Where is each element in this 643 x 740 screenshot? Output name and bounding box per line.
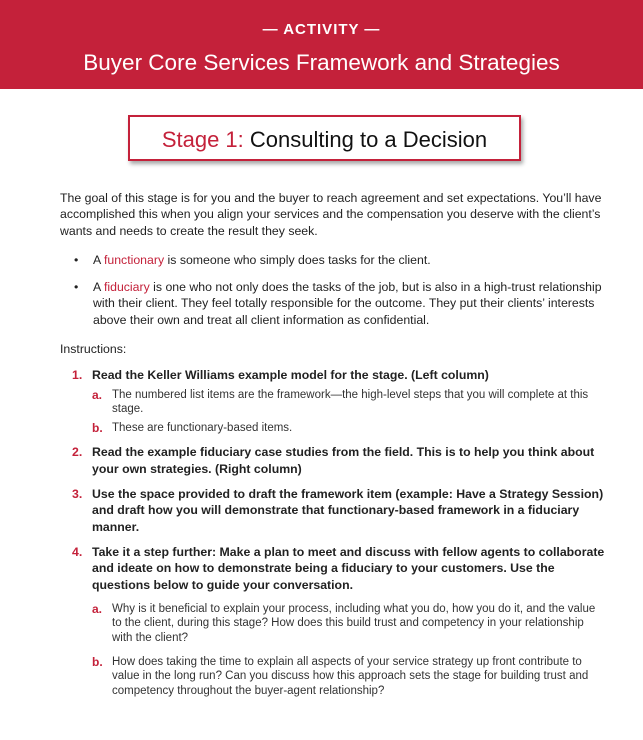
bullet-icon: • xyxy=(74,280,79,295)
substep-text: The numbered list items are the framework—the high-level steps that you will complete at this stage. xyxy=(112,388,589,416)
step-number: 4. xyxy=(72,544,83,559)
substep-item xyxy=(92,602,605,646)
step-number: 3. xyxy=(72,487,83,502)
activity-banner xyxy=(0,0,643,89)
step-number: 2. xyxy=(72,445,83,460)
definition-list xyxy=(60,252,605,328)
step-text: Read the example fiduciary case studies from the field. This is to help you think about your own strategies. (Right column) xyxy=(92,445,595,476)
definition-item-functionary: • A functionary is someone who simply does tasks for the client. xyxy=(74,252,431,267)
stage-name: Consulting to a Decision xyxy=(249,127,488,152)
stage-heading xyxy=(130,127,519,153)
step-item-2 xyxy=(60,444,605,477)
activity-kicker: — ACTIVITY — xyxy=(262,21,381,38)
step-text: Use the space provided to draft the framework item (example: Have a Strategy Session) and draft how you will demonstrate that functionary-based framework in a fiduciary manner. xyxy=(92,487,604,534)
stage-heading-box xyxy=(128,115,521,161)
step-number: 1. xyxy=(72,368,83,383)
stage-number: Stage 1: xyxy=(161,127,244,152)
substep-list xyxy=(92,602,605,699)
step-item-4 xyxy=(60,544,605,698)
definition-item-fiduciary: • A fiduciary is one who not only does the tasks of the job, but is also in a high-trust relationship with their client. They feel totally responsible for the outcome. They put their clients’ interests above their own and treat all client information as confidential. xyxy=(74,280,602,327)
substep-list xyxy=(92,388,605,436)
step-item-1 xyxy=(60,367,605,435)
substep-item xyxy=(92,388,605,417)
step-text: Take it a step further: Make a plan to meet and discuss with fellow agents to collaborate and ideate on how to demonstrate being a fiduciary to your customers. Use the questions below to guide your conversation. xyxy=(92,544,605,592)
term-functionary: functionary xyxy=(103,252,165,267)
substep-text: These are functionary-based items. xyxy=(112,421,293,434)
step-item-3 xyxy=(60,486,605,535)
bullet-icon: • xyxy=(74,252,79,267)
substep-letter: b. xyxy=(92,420,103,435)
instruction-steps xyxy=(60,367,605,698)
step-text: Read the Keller Williams example model for the stage. (Left column) xyxy=(92,368,489,383)
term-fiduciary: fiduciary xyxy=(103,280,150,295)
substep-item xyxy=(92,421,605,436)
substep-text: How does taking the time to explain all aspects of your service strategy up front contribute to value in the long run? Can you discuss how this approach sets the stage for building trust and competency throughout the buyer-agent relationship? xyxy=(112,655,589,697)
activity-title: Buyer Core Services Framework and Strategies xyxy=(83,50,560,75)
substep-item xyxy=(92,655,605,699)
instructions-label: Instructions: xyxy=(60,342,127,357)
substep-letter: a. xyxy=(92,387,103,402)
substep-text: Why is it beneficial to explain your process, including what you do, how you do it, and the value to the client, during this stage? How does this build trust and competency in your relationship with the client? xyxy=(112,602,596,645)
substep-letter: a. xyxy=(92,601,103,616)
intro-paragraph: The goal of this stage is for you and the buyer to reach agreement and set expectations. You’ll have accomplished this when you align your services and the compensation you deserve with the client’s wants and needs to create the result they seek. xyxy=(60,191,602,238)
document-body xyxy=(60,190,605,707)
substep-letter: b. xyxy=(92,654,103,669)
